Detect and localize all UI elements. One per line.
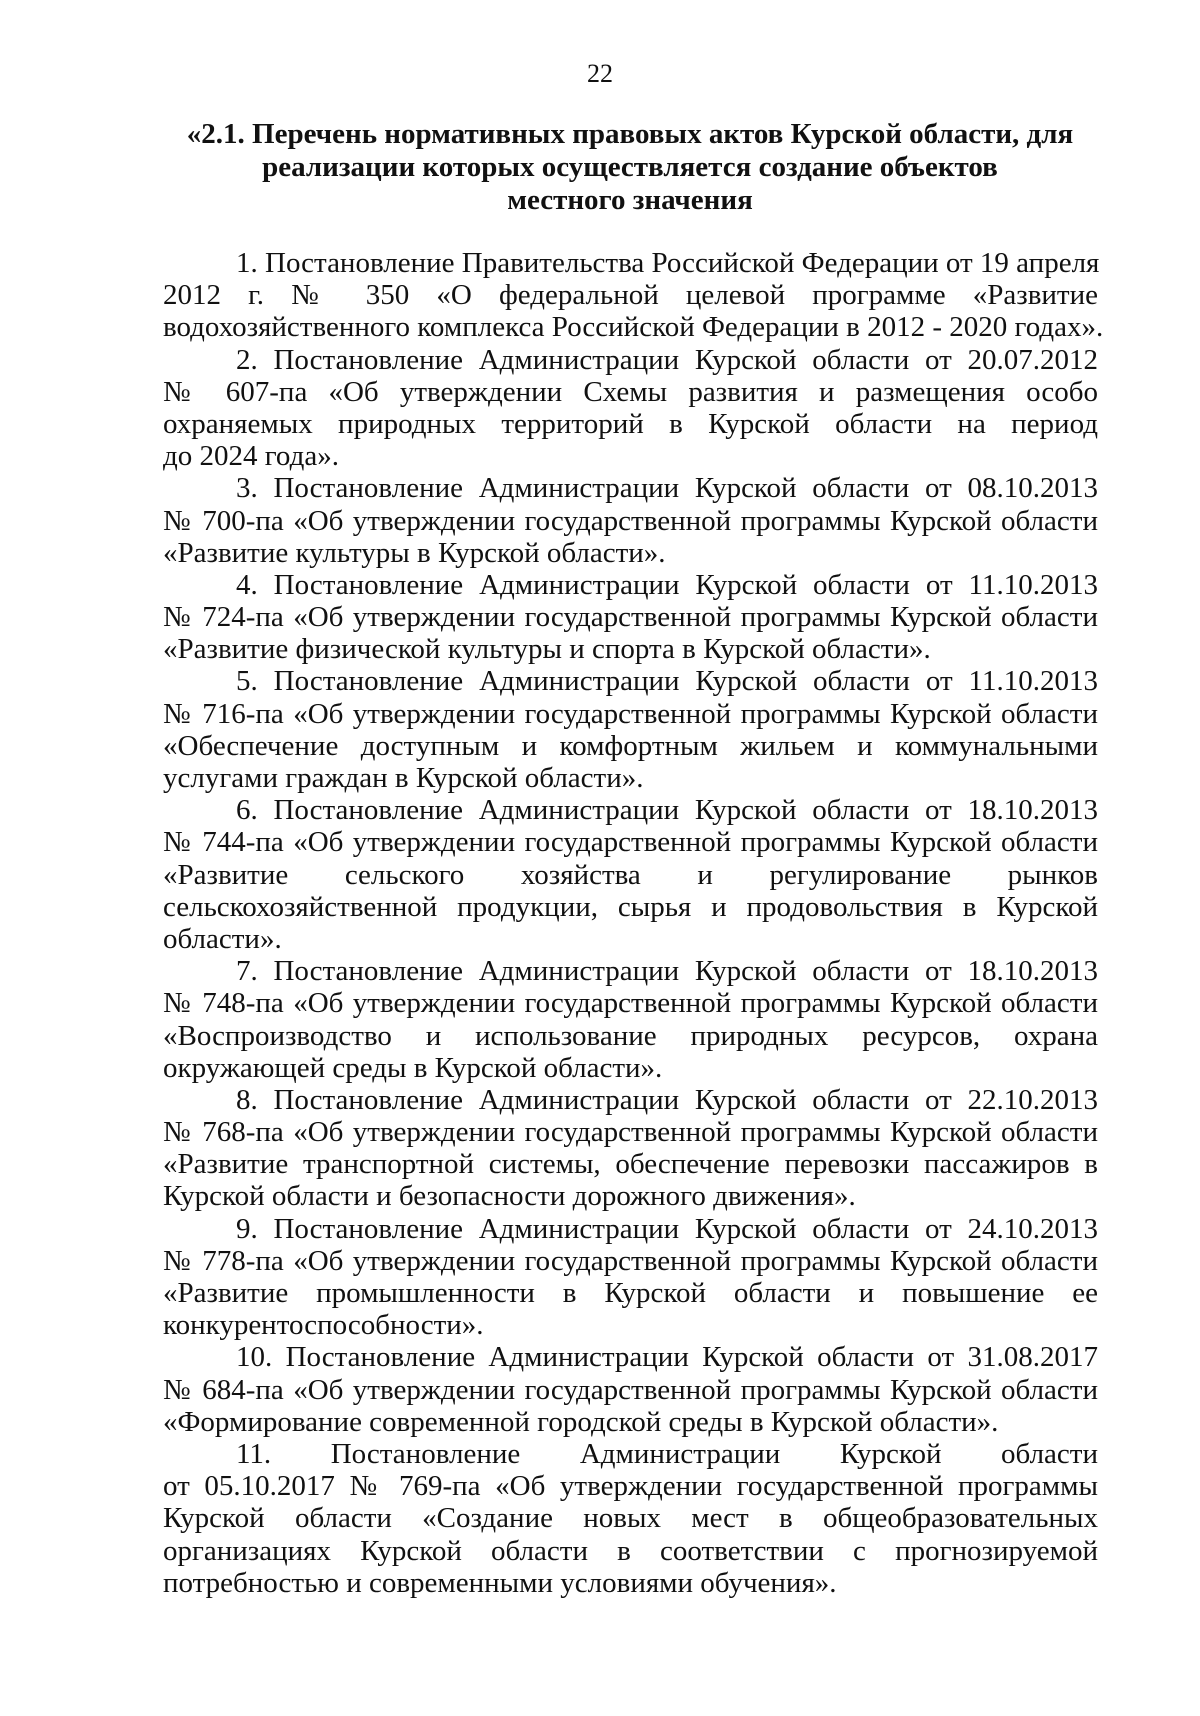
list-item-line: услугами граждан в Курской области».	[163, 762, 644, 794]
list-item	[163, 569, 1098, 666]
list-item-line: № 768-па «Об утверждении государственной программы Курской области	[163, 1116, 1098, 1149]
list-item-line: «Развитие культуры в Курской области».	[163, 536, 666, 569]
list-item-line: 3. Постановление Администрации Курской области от 08.10.2013	[236, 472, 1098, 505]
list-item-line: № 716-па «Об утверждении государственной программы Курской области	[163, 697, 1098, 730]
list-item-line: организациях Курской области в соответствии с прогнозируемой	[163, 1534, 1098, 1567]
list-item-line: № 744-па «Об утверждении государственной программы Курской области	[163, 826, 1098, 859]
list-item	[163, 665, 1098, 794]
list-item	[163, 1084, 1098, 1213]
list-item-line: 11. Постановление Администрации Курской области	[236, 1437, 1098, 1470]
list-item	[163, 247, 1104, 344]
list-item-line: № 684-па «Об утверждении государственной программы Курской области	[163, 1373, 1098, 1406]
list-item-line: «Развитие промышленности в Курской области и повышение ее	[163, 1277, 1098, 1309]
list-item	[163, 1438, 1098, 1599]
list-item-line: Курской области «Создание новых мест в общеобразовательных	[163, 1502, 1098, 1535]
list-item	[163, 1341, 1098, 1438]
list-item	[163, 955, 1098, 1084]
regulatory-acts-list	[163, 247, 1104, 1599]
list-item-line: 2. Постановление Администрации Курской области от 20.07.2012	[236, 343, 1098, 376]
list-item-line: «Формирование современной городской среды в Курской области».	[163, 1405, 999, 1438]
heading-line: «2.1. Перечень нормативных правовых актов Курской области, для	[186, 118, 1074, 150]
list-item-line: «Воспроизводство и использование природных ресурсов, охрана	[163, 1019, 1098, 1052]
list-item-line: окружающей среды в Курской области».	[163, 1051, 663, 1084]
list-item-line: 8. Постановление Администрации Курской области от 22.10.2013	[236, 1083, 1098, 1116]
list-item-line: 5. Постановление Администрации Курской области от 11.10.2013	[236, 665, 1098, 698]
list-item	[163, 1213, 1098, 1342]
section-heading	[165, 118, 1095, 217]
page-number: 22	[587, 59, 613, 88]
list-item-line: конкурентоспособности».	[163, 1309, 484, 1342]
list-item	[163, 344, 1098, 473]
heading-line: реализации которых осуществляется создание объектов	[262, 151, 998, 183]
list-item-line: потребностью и современными условиями обучения».	[163, 1566, 837, 1599]
heading-line: местного значения	[507, 184, 753, 216]
list-item-line: 4. Постановление Администрации Курской области от 11.10.2013	[236, 568, 1098, 601]
list-item-line: № 724-па «Об утверждении государственной программы Курской области	[163, 601, 1098, 634]
list-item-line: 9. Постановление Администрации Курской области от 24.10.2013	[236, 1212, 1098, 1245]
list-item-line: до 2024 года».	[163, 440, 339, 473]
list-item-line: № 748-па «Об утверждении государственной программы Курской области	[163, 987, 1098, 1020]
list-item-line: Курской области и безопасности дорожного движения».	[163, 1180, 856, 1213]
list-item-line: от 05.10.2017 № 769-па «Об утверждении государственной программы	[163, 1470, 1098, 1503]
list-item-line: 10. Постановление Администрации Курской области от 31.08.2017	[236, 1341, 1098, 1374]
list-item-line: «Развитие транспортной системы, обеспечение перевозки пассажиров в	[163, 1148, 1098, 1181]
list-item-line: охраняемых природных территорий в Курской области на период	[163, 407, 1098, 440]
list-item-line: № 607-па «Об утверждении Схемы развития и размещения особо	[163, 375, 1098, 408]
list-item-line: 6. Постановление Администрации Курской области от 18.10.2013	[236, 794, 1098, 827]
list-item	[163, 794, 1098, 955]
list-item-line: водохозяйственного комплекса Российской Федерации в 2012 - 2020 годах».	[163, 311, 1104, 344]
list-item-line: «Развитие физической культуры и спорта в Курской области».	[163, 633, 931, 666]
list-item	[163, 472, 1098, 569]
list-item-line: «Развитие сельского хозяйства и регулирование рынков	[163, 858, 1098, 891]
list-item-line: 7. Постановление Администрации Курской области от 18.10.2013	[236, 955, 1098, 988]
list-item-line: «Обеспечение доступным и комфортным жильем и коммунальными	[163, 729, 1098, 762]
list-item-line: 1. Постановление Правительства Российской Федерации от 19 апреля	[236, 247, 1100, 279]
list-item-line: области».	[163, 922, 282, 955]
list-item-line: № 700-па «Об утверждении государственной программы Курской области	[163, 504, 1098, 537]
list-item-line: 2012 г. № 350 «О федеральной целевой программе «Развитие	[163, 279, 1098, 312]
list-item-line: сельскохозяйственной продукции, сырья и продовольствия в Курской	[163, 890, 1098, 923]
list-item-line: № 778-па «Об утверждении государственной программы Курской области	[163, 1244, 1098, 1277]
